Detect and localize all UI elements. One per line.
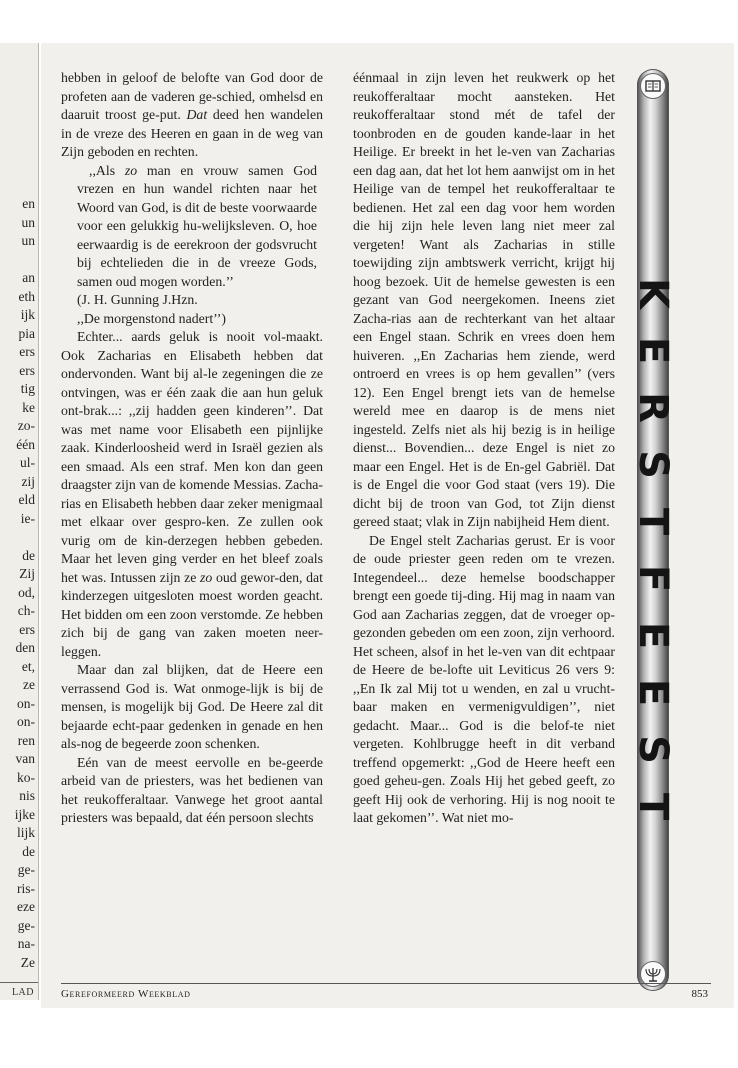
sidebar-letter: E bbox=[630, 336, 676, 365]
previous-page-line: de bbox=[22, 547, 35, 563]
previous-page-line: lijk bbox=[16, 825, 35, 840]
previous-page-line: et, bbox=[21, 658, 35, 674]
previous-page-line: Zij bbox=[19, 566, 35, 581]
previous-page-line: pia bbox=[18, 325, 35, 341]
paragraph: éénmaal in zijn leven het reukwerk op het reukofferaltaar mocht aansteken. Het reukofferaltaar stond mét de tafel der toonbroden en de gouden kande-laar in het Heilige. Er breekt in het le-ven van Zacharias een dag aan, dat het lot hem aanwijst om in het Heilige van de tempel het reukofferaltaar te bedienen. Het zal een dag voor hem worden die hij zijn hele leven lang niet meer zal vergeten! Want als Zacharias in stille toewijding zijn ambtswerk verricht, krijgt hij hoog bezoek. Uit de hemelse gewesten is een gezant van God neergekomen. Ineens ziet Zacha-rias aan de rechterkant van het altaar een Engel staan. Schrik en vrees doen hem huiveren. ,,En Zacharias hem ziende, werd ontroerd en vrees is op hem gevallen’’ (vers 12). Een Engel brengt iets van de hemelse wereld mee en daarop is de mens niet ingesteld. Zelfs niet als hij bezig is in heilige dienst... Bovendien... deze Engel is niet zo maar een Engel. Het is de En-gel Gabriël. Dat is de Engel die voor God staat (vers 19). Die dicht bij de troon van God, tot Zijn dienst gereed staat; vlak in Zijn nabijheid Hem dient. bbox=[353, 70, 615, 529]
previous-page-line: na- bbox=[17, 936, 35, 951]
magazine-title: Gereformeerd Weekblad bbox=[61, 988, 191, 1000]
previous-page-line: eld bbox=[18, 492, 35, 507]
quote-source-title: ,,De morgenstond nadert’’) bbox=[77, 310, 226, 326]
previous-page-line: un bbox=[21, 214, 35, 230]
previous-page-line: an bbox=[22, 270, 35, 285]
paragraph: hebben in geloof de belofte van God door de profeten aan de vaderen ge-schied, omhelsd en daaruit troost ge-put. Dat deed hen wandelen in de vreze des Heeren en gaan in de weg van Zijn geboden en rechten. bbox=[61, 70, 323, 159]
sidebar-letter: F bbox=[630, 564, 676, 593]
previous-page-line: eze bbox=[17, 899, 35, 914]
sidebar-letter: R bbox=[630, 392, 676, 423]
previous-page-line: ris- bbox=[17, 880, 35, 896]
previous-page-line bbox=[0, 528, 38, 547]
previous-page-edge bbox=[0, 43, 39, 1000]
previous-page-line: ijk bbox=[20, 307, 35, 322]
sidebar-letter: S bbox=[630, 735, 676, 764]
sidebar-letter: E bbox=[630, 621, 676, 650]
previous-page-line: Ze bbox=[20, 954, 35, 970]
previous-page-line: ijke bbox=[14, 806, 35, 822]
previous-page-line: de bbox=[22, 843, 35, 859]
paragraph: Eén van de meest eervolle en be-geerde arbeid van de priesters, was het bedienen van het reukofferaltaar. Vanwege het groot aantal priesters was bepaald, dat één persoon slechts bbox=[61, 754, 323, 825]
previous-page-line: ge- bbox=[17, 862, 35, 877]
previous-page-line: en bbox=[22, 196, 35, 211]
previous-page-line: eth bbox=[18, 288, 35, 304]
previous-page-line: on- bbox=[17, 695, 35, 711]
previous-page-line: ers bbox=[19, 362, 35, 378]
previous-page-footer: LAD bbox=[11, 987, 34, 998]
previous-page-line: ko- bbox=[17, 769, 35, 785]
previous-page-line: ze bbox=[23, 677, 35, 692]
previous-page-line: od, bbox=[18, 584, 35, 600]
sidebar-letter: K bbox=[630, 278, 676, 309]
kerstfeest-sidebar bbox=[630, 69, 676, 991]
book-icon bbox=[640, 73, 666, 99]
previous-page-line: één bbox=[16, 436, 35, 452]
previous-page-line: ke bbox=[22, 399, 35, 415]
previous-page-line: ers bbox=[19, 344, 35, 359]
quote-paragraph: ,,Als zo man en vrouw samen God vrezen en hun wandel richten naar het Woord van God, is dit de beste voorwaarde voor een gelukkig hu-welijksleven. O, hoe eerwaardig is de eerekroon der godsvrucht bij echtelieden die in de vreeze Gods, samen oud mogen worden.’’ bbox=[77, 162, 317, 289]
right-column bbox=[353, 69, 615, 828]
page-number: 853 bbox=[691, 988, 708, 1000]
previous-page-line: zo- bbox=[17, 418, 35, 433]
previous-page-line: ch- bbox=[17, 603, 35, 618]
left-column bbox=[61, 69, 323, 828]
previous-page-line: un bbox=[21, 233, 35, 248]
previous-page-footer-rule bbox=[0, 982, 38, 983]
previous-page-line: van bbox=[15, 751, 35, 766]
kerstfeest-vertical-lettering bbox=[630, 265, 676, 835]
previous-page-line: ge- bbox=[17, 917, 35, 933]
previous-page-line: on- bbox=[17, 714, 35, 729]
previous-page-line: ie- bbox=[20, 510, 35, 526]
previous-page-line: tig bbox=[20, 381, 35, 396]
previous-page-text bbox=[0, 195, 38, 972]
quote-source: (J. H. Gunning J.Hzn. bbox=[77, 292, 198, 307]
sidebar-letter: T bbox=[630, 507, 676, 536]
magazine-page bbox=[41, 43, 734, 1008]
sidebar-letter: E bbox=[630, 678, 676, 707]
paragraph: Maar dan zal blijken, dat de Heere een verrassend God is. Wat onmoge-lijk is bij de mensen, is mogelijk bij God. De Heere zal dit bejaarde echt-paar gedenken in genade en hen als-nog de begeerde zoon schenken. bbox=[61, 662, 323, 751]
sidebar-letter: T bbox=[630, 792, 676, 821]
paragraph: De Engel stelt Zacharias gerust. Er is voor de oude priester geen reden om te vrezen. Integendeel... deze hemelse boodschapper brengt een goede tij-ding. Hij mag in naam van God aan Zacharias zeggen, dat de vroeger op-gezonden gebeden om een zoon, zijn verhoord. Het scheen, alsof in het le-ven van dit echtpaar de Heere de be-lofte uit Leviticus 26 vers 9: ,,En Ik zal Mij tot u wenden, en zal u vrucht-baar maken en vermenigvuldigen’’, niet gedacht. Maar... God is die belof-te niet vergeten. Kohlbrugge heeft in dit verband treffend opgemerkt: ,,God de Heere heeft een goed geheu-gen. Zoals Hij het gebed geeft, zo geeft Hij ook de verhoring. Hij is nog nooit te laat gekomen’’. Wat niet mo- bbox=[353, 532, 615, 825]
paragraph: Echter... aards geluk is nooit vol-maakt. Ook Zacharias en Elisabeth hebben dat ondervonden. Want bij al-le zegeningen die ze ontvingen, was er één zaak die aan hun geluk ont-brak...: ,,zij hadden geen kinderen’’. Dat was met name voor Elisabeth een pijnlijke zaak. Kinderloosheid werd in Israël gezien als een smaad. Als een straf. Men kon dan geen draagster zijn van de komende Messias. Zacha-rias en Elisabeth hebben daar zeker menigmaal met elkaar over gespro-ken. Ze zullen ook vurig om de kin-derzegen hebben gebeden. Maar het leven ging verder en het bleef zoals het was. Intussen zijn ze zo oud gewor-den, dat kinderzegen uitgesloten moest worden geacht. Het bidden om een zoon verstomde. Ze hebben zich bij de gang van zaken moeten neer-leggen. bbox=[61, 329, 323, 659]
previous-page-line: ren bbox=[17, 732, 35, 748]
previous-page-line: ul- bbox=[20, 455, 35, 470]
previous-page-line: nis bbox=[19, 788, 35, 803]
previous-page-line: ers bbox=[19, 621, 35, 637]
previous-page-line: den bbox=[15, 640, 35, 655]
previous-page-line bbox=[0, 251, 38, 270]
sidebar-letter: S bbox=[630, 450, 676, 479]
footer-rule bbox=[61, 983, 711, 984]
previous-page-line: zij bbox=[21, 473, 35, 489]
